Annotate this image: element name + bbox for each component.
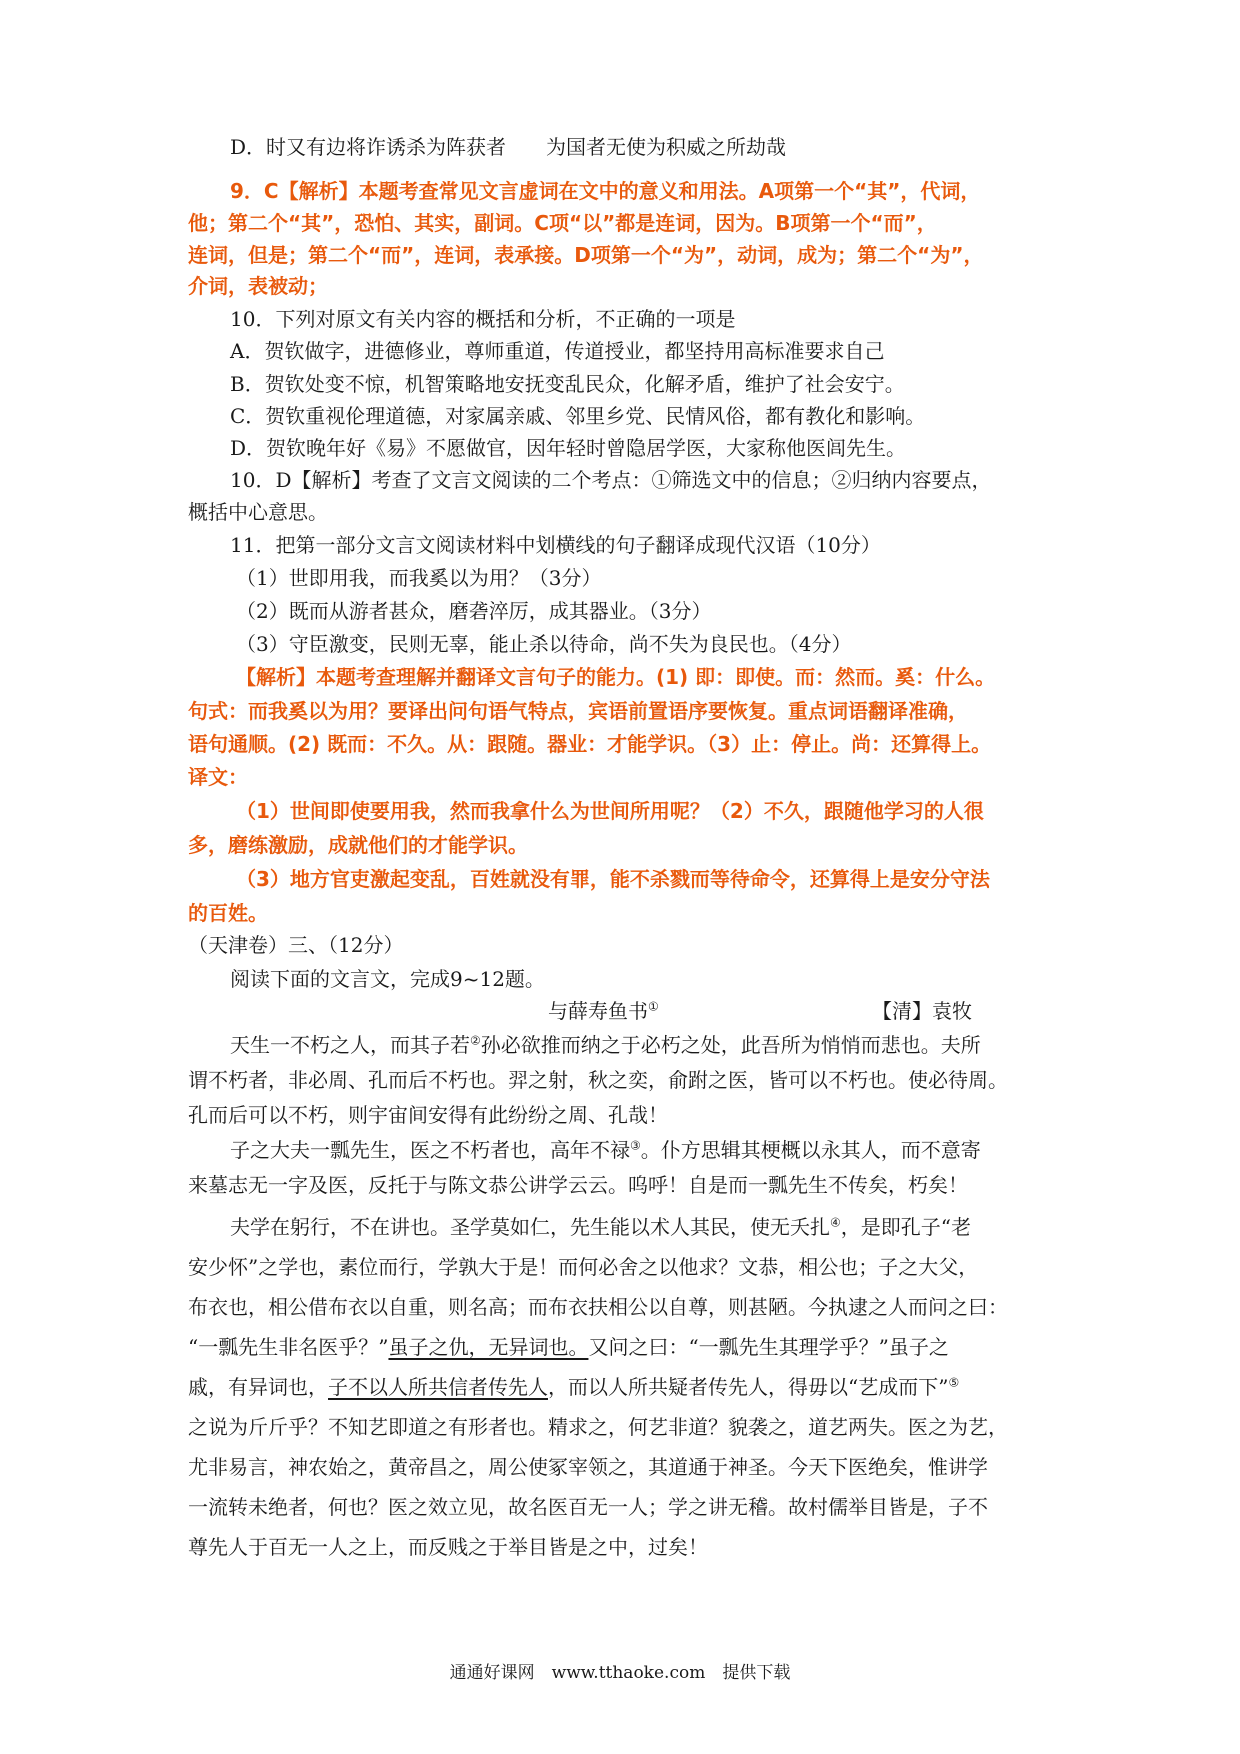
line-text: C．贺钦重视伦理道德，对家属亲戚、邻里乡党、民情风俗，都有教化和影响。 [230, 404, 926, 428]
line-text: 尤非易言，神农始之，黄帝昌之，周公使冢宰领之，其道通于神圣。今天下医绝矣，惟讲学 [188, 1455, 988, 1479]
answer-line [188, 898, 268, 928]
line-text: D．时又有边将诈诱杀为阵获者 为国者无使为积威之所劫哉 [230, 135, 787, 159]
line-text: 他；第二个“其”，恐怕、其实，副词。C项“以”都是连词，因为。B项第一个“而”， [188, 211, 937, 235]
line-text: （3）地方官吏激起变乱，百姓就没有罪，能不杀戮而等待命令，还算得上是安分守法 [236, 867, 990, 891]
footnote-marker: ③ [630, 1138, 641, 1153]
answer-line [188, 208, 937, 238]
text-line [230, 530, 881, 560]
text-line [236, 629, 851, 659]
line-text: 多，磨练激励，成就他们的才能学识。 [188, 833, 528, 857]
line-text: 安少怀”之学也，素位而行，学孰大于是！而何必舍之以他求？文恭，相公也；子之大父， [188, 1255, 979, 1279]
line-text: 与薛寿鱼书 [548, 999, 648, 1023]
text-line [188, 1100, 668, 1130]
line-text-continued: ，是即孔子“老 [840, 1215, 971, 1239]
text-line [230, 304, 735, 334]
line-text: 10．D【解析】考查了文言文阅读的二个考点：①筛选文中的信息；②归纳内容要点， [230, 468, 992, 492]
page-footer: 通通好课网 www.tthaoke.com 提供下载 [449, 1663, 791, 1683]
line-text: 概括中心意思。 [188, 500, 328, 524]
line-text: 来墓志无一字及医，反托于与陈文恭公讲学云云。呜呼！自是而一瓢先生不传矣，朽矣！ [188, 1173, 968, 1197]
line-text-continued: 。仆方思辑其梗概以永其人，而不意寄 [640, 1138, 981, 1162]
line-text-continued: ，而以人所共疑者传先人，得毋以“艺成而下” [548, 1375, 949, 1399]
line-text: 语句通顺。(2) 既而：不久。从：跟随。器业：才能学识。（3）止：停止。尚：还算得上。 [188, 732, 992, 756]
text-line [230, 1135, 981, 1165]
footnote-marker: ① [648, 999, 659, 1014]
line-text: 子之大夫一瓢先生，医之不朽者也，高年不禄 [230, 1138, 630, 1162]
line-text: 【清】袁牧 [872, 999, 972, 1023]
line-text: 11．把第一部分文言文阅读材料中划横线的句子翻译成现代汉语（10分） [230, 533, 881, 557]
answer-line [188, 240, 983, 270]
text-line [188, 1372, 959, 1402]
line-text: 9．C【解析】本题考查常见文言虚词在文中的意义和用法。A项第一个“其”，代词， [230, 179, 981, 203]
answer-line [230, 176, 980, 206]
answer-line [188, 271, 328, 301]
text-line [188, 1252, 978, 1282]
text-line [188, 497, 328, 527]
line-text: 夫学在躬行，不在讲也。圣学莫如仁，先生能以术人其民，使无夭扎 [230, 1215, 830, 1239]
answer-line [236, 796, 984, 826]
line-text: （天津卷）三、（12分） [188, 933, 404, 957]
answer-line [236, 662, 995, 692]
line-text: 戚，有异词也， [188, 1375, 328, 1399]
line-text: 连词，但是；第二个“而”，连词，表承接。D项第一个“为”，动词，成为；第二个“为”， [188, 243, 984, 267]
line-text: 介词，表被动； [188, 274, 328, 298]
answer-line [188, 762, 248, 792]
line-text: 一流转未绝者，何也？医之效立见，故名医百无一人；学之讲无稽。故村儒举目皆是，子不 [188, 1495, 988, 1519]
answer-line [236, 864, 990, 894]
line-text: A．贺钦做字，进德修业，尊师重道，传道授业，都坚持用高标准要求自己 [230, 339, 885, 363]
line-text: 之说为斤斤乎？不知艺即道之有形者也。精求之，何艺非道？貌袭之，道艺两失。医之为艺， [188, 1415, 1008, 1439]
text-line [230, 1212, 971, 1242]
text-line [230, 132, 786, 162]
text-line [548, 996, 659, 1026]
text-line [230, 433, 906, 463]
text-line [236, 596, 711, 626]
answer-line [188, 696, 968, 726]
footnote-marker: ② [470, 1033, 481, 1048]
text-line [188, 1532, 708, 1562]
line-text: 句式：而我奚以为用？要译出问句语气特点，宾语前置语序要恢复。重点词语翻译准确， [188, 699, 968, 723]
text-line [188, 1292, 1008, 1322]
text-line [230, 964, 545, 994]
line-text: 阅读下面的文言文，完成9~12题。 [230, 967, 545, 991]
text-line [188, 1452, 988, 1482]
text-line [230, 1030, 981, 1060]
text-line [188, 930, 403, 960]
answer-line [188, 830, 528, 860]
text-line [872, 996, 972, 1026]
text-line [236, 563, 601, 593]
footnote-marker: ⑤ [948, 1375, 960, 1390]
text-line [188, 1065, 1008, 1095]
line-text: 孔而后可以不朽，则宇宙间安得有此纷纷之周、孔哉！ [188, 1103, 668, 1127]
text-line [230, 369, 905, 399]
text-line [188, 1412, 1008, 1442]
line-text: 布衣也，相公借布衣以自重，则名高；而布衣扶相公以自尊，则甚陋。今执逮之人而问之曰： [188, 1295, 1008, 1319]
text-line [230, 336, 884, 366]
text-line [230, 465, 991, 495]
line-text: （1）世即用我，而我奚以为用？（3分） [236, 566, 602, 590]
line-text: （2）既而从游者甚众，磨砻淬厉，成其器业。（3分） [236, 599, 712, 623]
text-line [188, 1492, 988, 1522]
line-text: 【解析】本题考查理解并翻译文言句子的能力。(1) 即：即使。而：然而。奚：什么。 [236, 665, 996, 689]
line-text-continued: 又问之曰：“一瓢先生其理学乎？”虽子之 [588, 1335, 949, 1359]
line-text: （3）守臣激变，民则无辜，能止杀以待命，尚不失为良民也。（4分） [236, 632, 852, 656]
line-text: （1）世间即使要用我，然而我拿什么为世间所用呢？（2）不久，跟随他学习的人很 [236, 799, 984, 823]
answer-line [188, 729, 991, 759]
line-text-continued: 孙必欲推而纳之于必朽之处，此吾所为悄悄而悲也。夫所 [480, 1033, 981, 1057]
text-line [230, 401, 925, 431]
line-text: D．贺钦晚年好《易》不愿做官，因年轻时曾隐居学医，大家称他医闾先生。 [230, 436, 907, 460]
line-text: 谓不朽者，非必周、孔而后不朽也。羿之射，秋之奕，俞跗之医，皆可以不朽也。使必待周。 [188, 1068, 1008, 1092]
line-text: 10．下列对原文有关内容的概括和分析，不正确的一项是 [230, 307, 736, 331]
underlined-sentence: 子不以人所共信者传先人 [328, 1375, 548, 1399]
line-text: 译文： [188, 765, 248, 789]
footnote-marker: ④ [830, 1215, 841, 1230]
text-line [188, 1170, 968, 1200]
line-text: 天生一不朽之人，而其子若 [230, 1033, 470, 1057]
line-text: B．贺钦处变不惊，机智策略地安抚变乱民众，化解矛盾，维护了社会安宁。 [230, 372, 905, 396]
line-text: 尊先人于百无一人之上，而反贱之于举目皆是之中，过矣！ [188, 1535, 708, 1559]
text-line [188, 1332, 949, 1362]
line-text: “一瓢先生非名医乎？” [188, 1335, 389, 1359]
underlined-sentence: 虽子之仇，无异词也。 [388, 1335, 589, 1359]
line-text: 的百姓。 [188, 901, 268, 925]
